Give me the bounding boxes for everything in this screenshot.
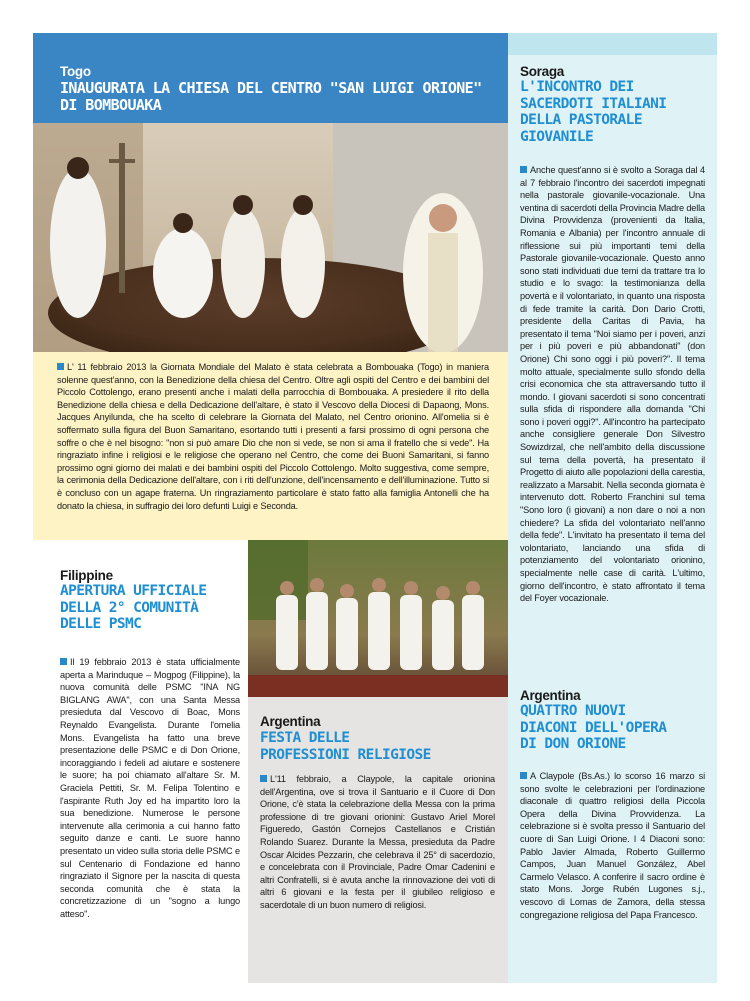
- togo-kicker: Togo: [60, 64, 91, 79]
- argentina-professioni-headline: FESTA DELLE PROFESSIONI RELIGIOSE: [260, 730, 431, 763]
- togo-photo: [33, 123, 508, 352]
- argentina-professioni-body: L'11 febbraio, a Claypole, la capitale orionina dell'Argentina, ove si trova il Santuario e il Cuore di Don Orione, c'è stata la celebrazione della Messa con la prima professione di tre giovani orionini: Gustavo Ariel Morel Figueredo, Gastón Cornejos Castellanos e Cristián Rolando Suarez. Durante la Messa, presieduta da Padre Oscar Alcides Pezzarin, che celebrava il 25° di sacerdozio, e concelebrata con il Provinciale, Padre Omar Cadenini e altri Confratelli, si è avuta anche la rinnovazione dei voti di altri 6 giovani e la festa per il giubileo religioso e sacerdotale di un buon numero di religiosi.: [260, 774, 495, 910]
- soraga-kicker: Soraga: [520, 64, 564, 79]
- argentina-professioni-photo: [248, 540, 508, 697]
- filippine-headline: APERTURA UFFICIALE DELLA 2° COMUNITÀ DELLE PSMC: [60, 583, 207, 632]
- bullet-square-icon: [520, 772, 527, 779]
- cyan-top-bar: [508, 33, 717, 55]
- argentina-diaconi-headline: QUATTRO NUOVI DIACONI DELL'OPERA DI DON ORIONE: [520, 703, 667, 752]
- soraga-body: Anche quest'anno si è svolto a Soraga dal 4 al 7 febbraio l'incontro dei sacerdoti impegnati nella pastorale giovanile-vocazionale. Una ventina di sacerdoti della Provincia Madre della Divina Provvidenza (provenienti da Italia, Romania e Albania) per l'incontro annuale di riflessione sui più importanti temi della Pastorale giovanile-vocazionale. Questo anno sono stati individuati due temi da trattare tra lo studio e lo svago: la testimonianza della povertà e il volontariato, in quanto una risposta di fede tramite la carità. Don Dario Crotti, presidente della Caritas di Pavia, ha presentato il tema "Noi siamo per i poveri, anzi per i più poveri e più abbandonati" (don Orione) Chi sono oggi i più poveri?". Il tema molto attuale, specialmente sullo sfondo della crisi economica che sta attraversando tutto il mondo. I giovani sacerdoti si sono concentrati sulla sfida di rispondere alla domanda "Chi sono i poveri oggi?". All'incontro ha partecipato anche consigliere generale Don Silvestro Sowizdrzal, che nell'ambito della discussione sul tema della povertà, ha presentato il Progetto di aiuto alle popolazioni della carestia, realizzato a Marsabit. Nella seconda giornata è intervenuto dott. Roberto Franchini sul tema "Sono loro (i giovani) a non dare o noi a non chiedere? La sfida del volontariato nell'anno della fede". L'invitato ha presentato il tema del volontariato, lanciando una sfida di potenziamento del volontariato orionino, specialmente nelle case di carità. L'ultimo, giorno dell'incontro, è stato affrontato il tema del Foyer vocazionale.: [520, 165, 705, 604]
- bullet-square-icon: [57, 363, 64, 370]
- filippine-body: Il 19 febbraio 2013 è stata ufficialmente aperta a Marinduque – Mogpog (Filippine), la nuova comunità delle PSMC "INA NG BIGLANG AWA", con una Santa Messa presieduta dal Vescovo di Boac, Mons Reynaldo Evangelista. Durante l'omelia Mons. Evangelista ha fatto una breve presentazione delle PSMC e di Don Orione, incoraggiando i fedeli ad aiutare e sostenere le suore; ha poi chiamato all'altare Sr. M. Graciela Pettiti, Sr. M. Felipa Tolentino e l'aspirante Ruth Joy ed ha impartito loro la sua benedizione. Numerose le persone intervenute alla cerimonia a cui hanno fatto seguito danze e canti. Le suore hanno presentato un video sulla storia delle PSMC e sul Centenario di Fondazione ed hanno ringraziato il Signore per la nascita di questa seconda comunità che è stata la concretizzazione di un "sogno a lungo atteso".: [60, 657, 240, 919]
- filippine-kicker: Filippine: [60, 568, 113, 583]
- argentina-diaconi-body: A Claypole (Bs.As.) lo scorso 16 marzo si sono svolte le celebrazioni per l'ordinazione diaconale di quattro religiosi della Piccola Opera della Divina Provvidenza. La celebrazione si è svolta presso il Santuario del cuore di San Luigi Orione. I 4 Diaconi sono: Pablo Javier Almada, Roberto Guillermo Campos, Juan Manuel González, Abel Carmelo Velasco. A conferire il sacro ordine è stato Mons. Jorge Rubén Lugones s.j., vescovo di Lomas de Zamora, della stessa congregazione religiosa del Papa Francesco.: [520, 771, 705, 920]
- bullet-square-icon: [260, 775, 267, 782]
- argentina-diaconi-kicker: Argentina: [520, 688, 581, 703]
- bullet-square-icon: [520, 166, 527, 173]
- togo-headline-line1: INAUGURATA LA CHIESA DEL CENTRO "SAN LUIGI ORIONE": [60, 79, 482, 97]
- argentina-professioni-kicker: Argentina: [260, 714, 321, 729]
- togo-headline: [60, 80, 500, 114]
- togo-headline-line2: DI BOMBOUAKA: [60, 96, 162, 114]
- soraga-headline: L'INCONTRO DEI SACERDOTI ITALIANI DELLA PASTORALE GIOVANILE: [520, 79, 667, 145]
- bullet-square-icon: [60, 658, 67, 665]
- togo-body: L' 11 febbraio 2013 la Giornata Mondiale del Malato è stata celebrata a Bombouaka (Togo) in maniera solenne quest'anno, con la Benedizione della chiesa del Centro. Oltre agli ospiti del Centro e dei bambini del Piccolo Cottolengo, erano presenti anche i malati della parrocchia di Bombouaka. A presiedere il rito della Benedizione della chiesa e della Dedicazione dell'altare, è stato il Vescovo della Diocesi di Dapaong, Mons. Jacques Anyilunda, che ha scelto di celebrare la Giornata del Malato, nel Centro orionino. All'omelia si è soffermato sulla figura del Buon Samaritano, esortando tutti i presenti a farsi prossimo di ogni persona che soffre o che è nel bisogno: "non si può amare Dio che non si vede, se non si ama il fratello che si vede". Ha ringraziato infine i religiosi e le religiose che operano nel Centro, che come dei Buoni Samaritani, si fanno prossimo ogni giorno dei malati e dei bambini ospiti del Piccolo Cottolengo. Molto suggestiva, come sempre, la cerimonia della Dedicazione dell'altare, con i riti dell'unzione, dell'incensamento e dell'illuminazione. Tutto si è concluso con un agape fraterna. Un ringraziamento particolare è stato fatto alla famiglia Antonelli che ha donato la chiesa, in suffragio dei loro defunti Luigi e Seconda.: [57, 362, 489, 511]
